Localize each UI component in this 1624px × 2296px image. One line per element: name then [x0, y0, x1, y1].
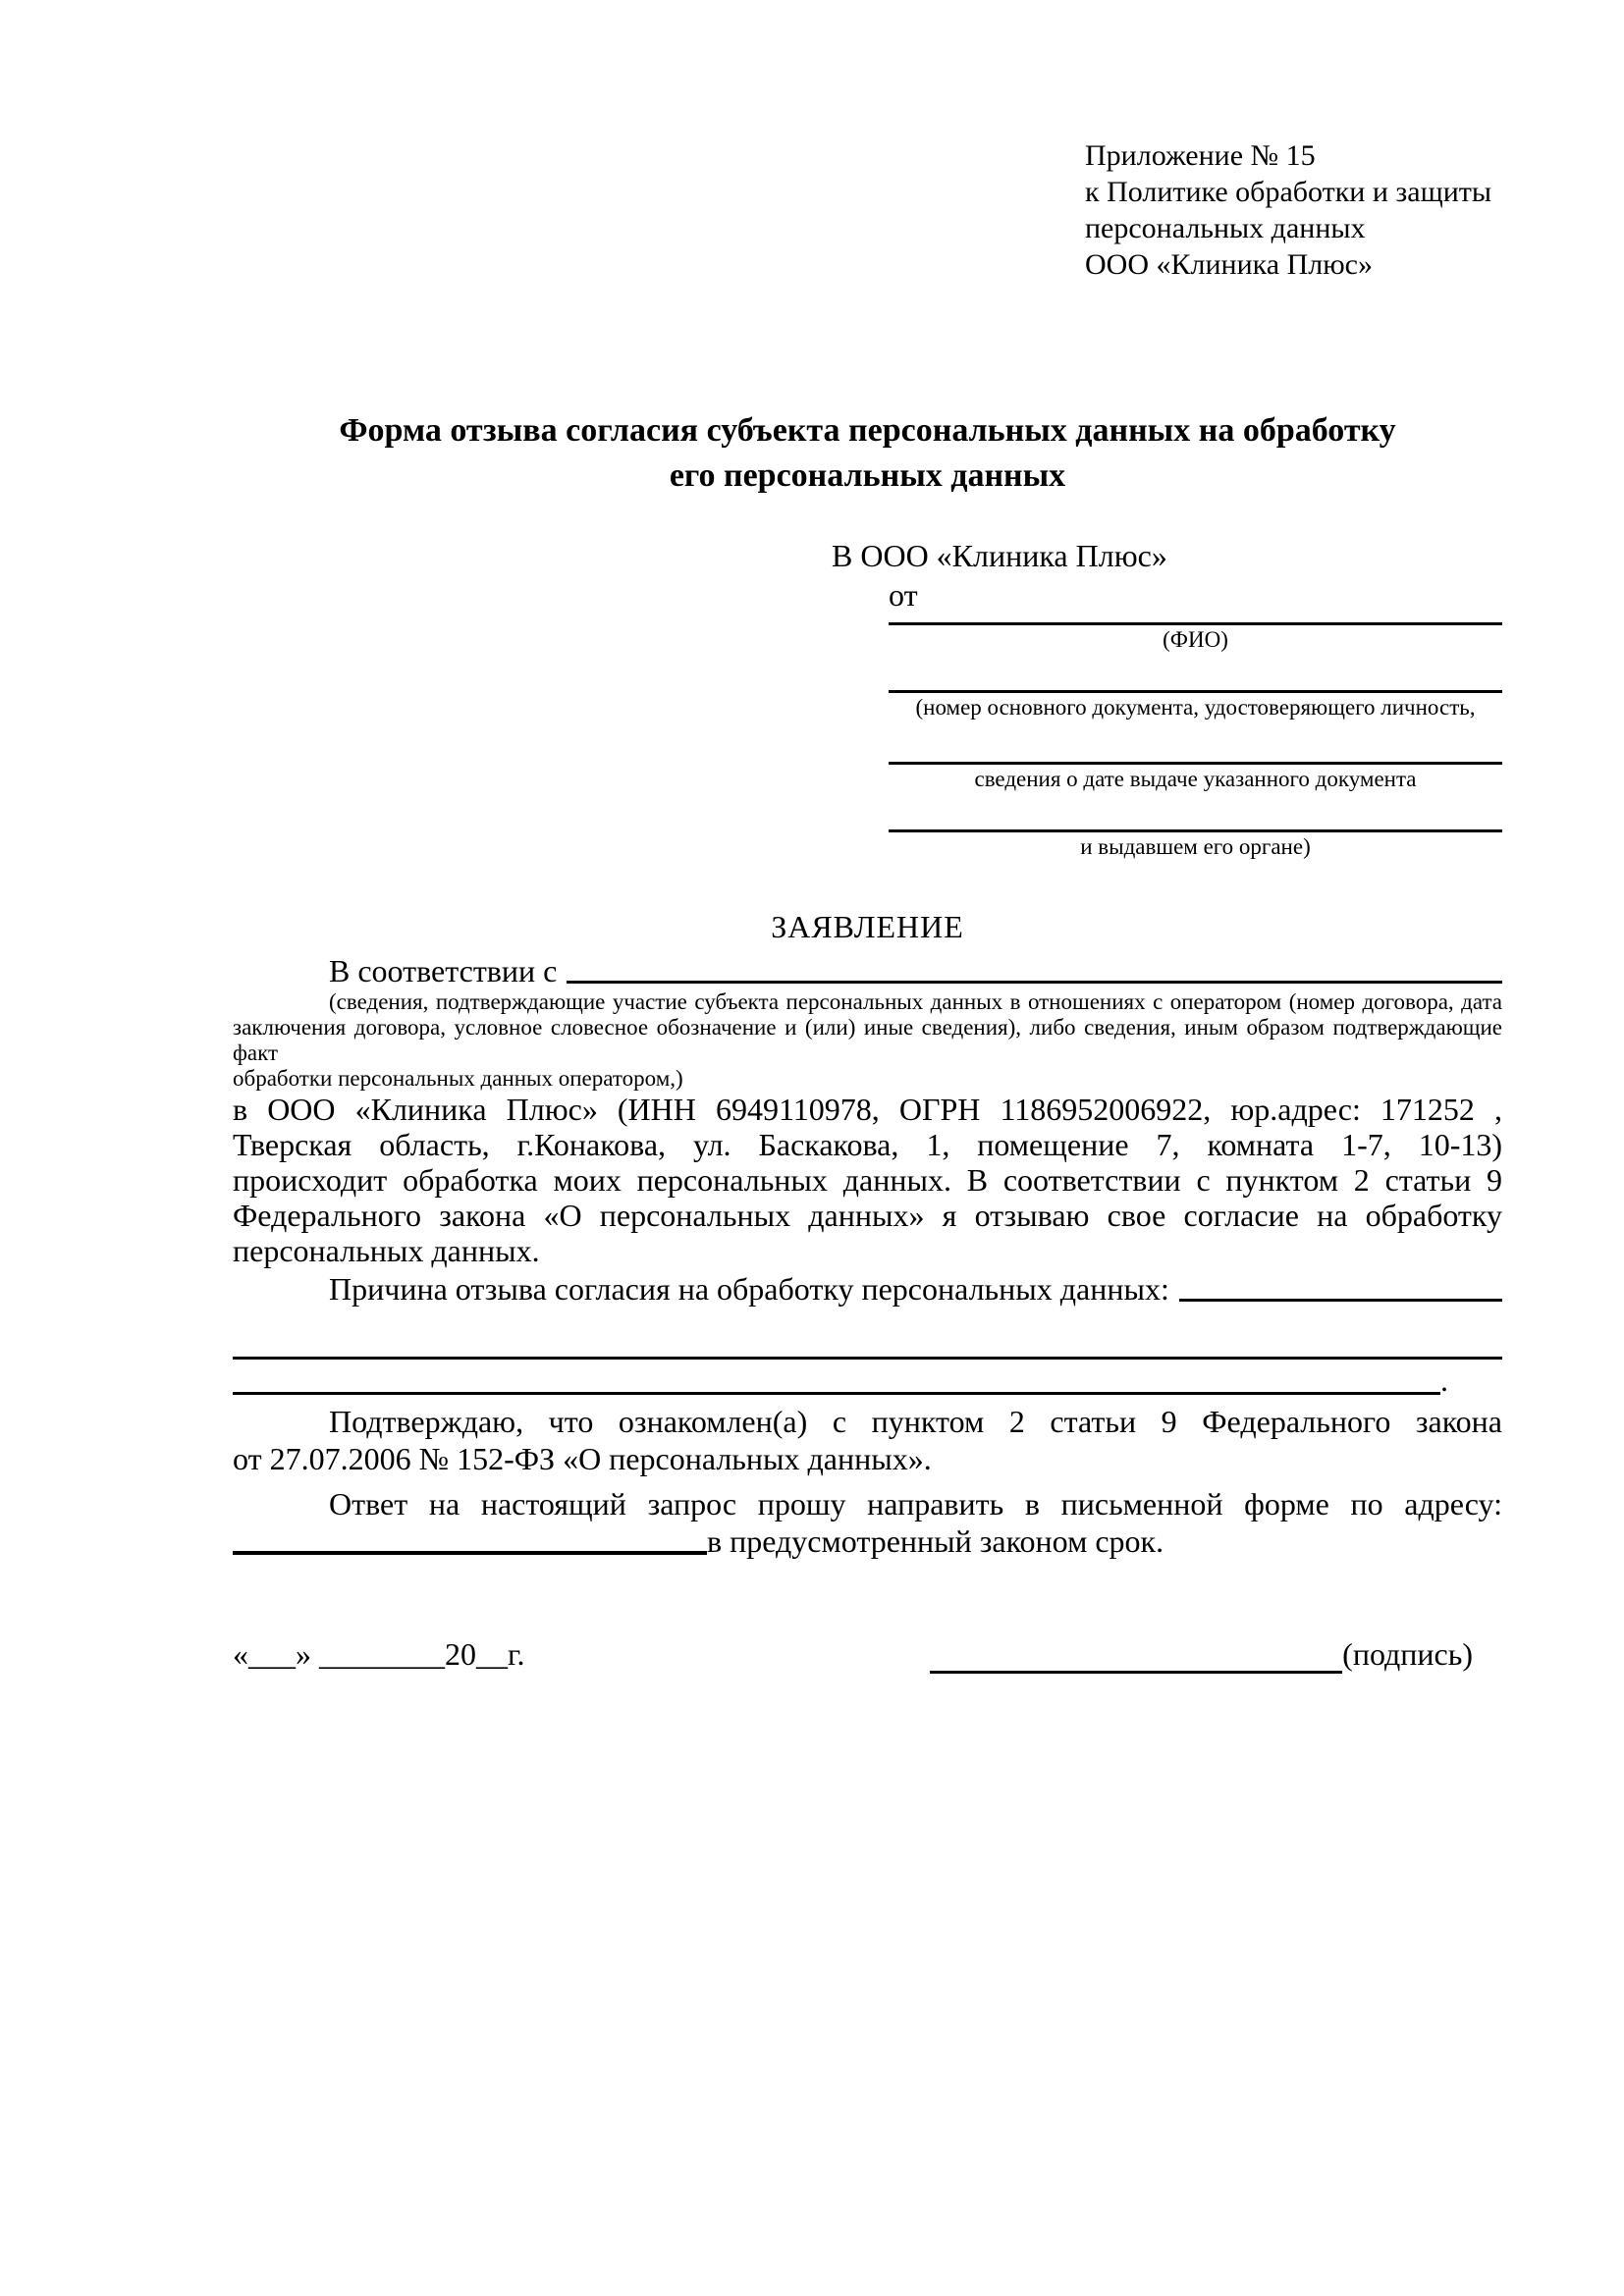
confirmation-line: Подтверждаю, что ознакомлен(а) с пунктом 2 статьи 9 Федерального закона	[329, 1404, 1502, 1439]
appendix-block	[1085, 137, 1502, 283]
addressee-from-label: от	[889, 577, 918, 613]
fine-print-line: заключения договора, условное словесное обозначение и (или) иные сведения), либо сведения, иным образом подтверждающие факт	[233, 1015, 1502, 1065]
signature-blank-line	[930, 1637, 1342, 1674]
trailing-period: .	[1440, 1362, 1448, 1398]
fio-blank-line	[889, 614, 1502, 625]
response-line: Ответ на настоящий запрос прошу направить в письменной форме по адресу:	[329, 1486, 1502, 1522]
statement-heading: ЗАЯВЛЕНИЕ	[771, 909, 964, 944]
accordance-blank-line	[567, 952, 1502, 984]
issue-date-field	[889, 722, 1502, 794]
body-line: в ООО «Клиника Плюс» (ИНН 6949110978, ОГРН 1186952006922, юр.адрес: 171252 ,	[233, 1092, 1502, 1127]
fine-print-line: (сведения, подтверждающие участие субъекта персональных данных в отношениях с оператором (номер договора, дата	[329, 989, 1502, 1014]
reason-blank-line-2	[233, 1308, 1502, 1360]
addressee-block	[832, 536, 1502, 862]
accordance-label: В соответствии с	[329, 953, 558, 988]
addressee-to: В ООО «Клиника Плюс»	[832, 538, 1167, 573]
issue-date-blank-line	[889, 722, 1502, 765]
reason-label: Причина отзыва согласия на обработку персональных данных:	[329, 1271, 1169, 1307]
document-title	[233, 408, 1502, 499]
reason-blank-line	[1179, 1270, 1502, 1302]
appendix-line: к Политике обработки и защиты	[1085, 176, 1492, 208]
document-number-blank-line	[889, 655, 1502, 693]
date-signature-row	[233, 1634, 1502, 1674]
signature-group	[930, 1634, 1473, 1674]
document-number-field	[889, 655, 1502, 722]
body-line: Федерального закона «О персональных данных» я отзываю свое согласие на обработку	[233, 1198, 1502, 1233]
issuing-authority-blank-line	[889, 794, 1502, 832]
issue-date-field-caption: сведения о дате выдаче указанного документа	[974, 767, 1417, 791]
reason-blank-line-3-rule	[233, 1360, 1440, 1395]
fine-print-note	[233, 989, 1502, 1092]
confirmation-line: от 27.07.2006 № 152-ФЗ «О персональных данных».	[233, 1441, 932, 1476]
body-line: персональных данных.	[233, 1233, 540, 1268]
appendix-line: персональных данных	[1085, 212, 1366, 244]
signature-caption: (подпись)	[1342, 1636, 1473, 1672]
fio-field	[889, 614, 1502, 655]
appendix-line: Приложение № 15	[1085, 139, 1316, 172]
response-tail-text: в предусмотренный законом срок.	[707, 1523, 1164, 1559]
reason-line	[233, 1270, 1502, 1308]
date-line: «___» ________20__г.	[233, 1636, 525, 1672]
response-paragraph	[233, 1485, 1502, 1560]
body-paragraph	[233, 1092, 1502, 1268]
issuing-authority-field	[889, 794, 1502, 862]
response-address-line	[233, 1522, 1502, 1560]
appendix-line: ООО «Клиника Плюс»	[1085, 248, 1373, 281]
document-number-field-caption: (номер основного документа, удостоверяющего личность,	[915, 695, 1476, 720]
address-blank-line	[233, 1522, 707, 1555]
document-title-line: его персональных данных	[669, 457, 1066, 494]
accordance-line	[233, 952, 1502, 989]
fine-print-line: обработки персональных данных оператором,)	[233, 1066, 683, 1091]
document-title-line: Форма отзыва согласия субъекта персональных данных на обработку	[339, 412, 1396, 449]
issuing-authority-field-caption: и выдавшем его органе)	[1080, 834, 1311, 859]
body-line: происходит обработка моих персональных данных. В соответствии с пунктом 2 статьи 9	[233, 1162, 1502, 1198]
confirmation-paragraph	[233, 1403, 1502, 1477]
fio-field-caption: (ФИО)	[1163, 627, 1228, 652]
body-line: Тверская область, г.Конакова, ул. Баскакова, 1, помещение 7, комната 1-7, 10-13)	[233, 1127, 1502, 1162]
reason-blank-line-3	[233, 1360, 1502, 1398]
